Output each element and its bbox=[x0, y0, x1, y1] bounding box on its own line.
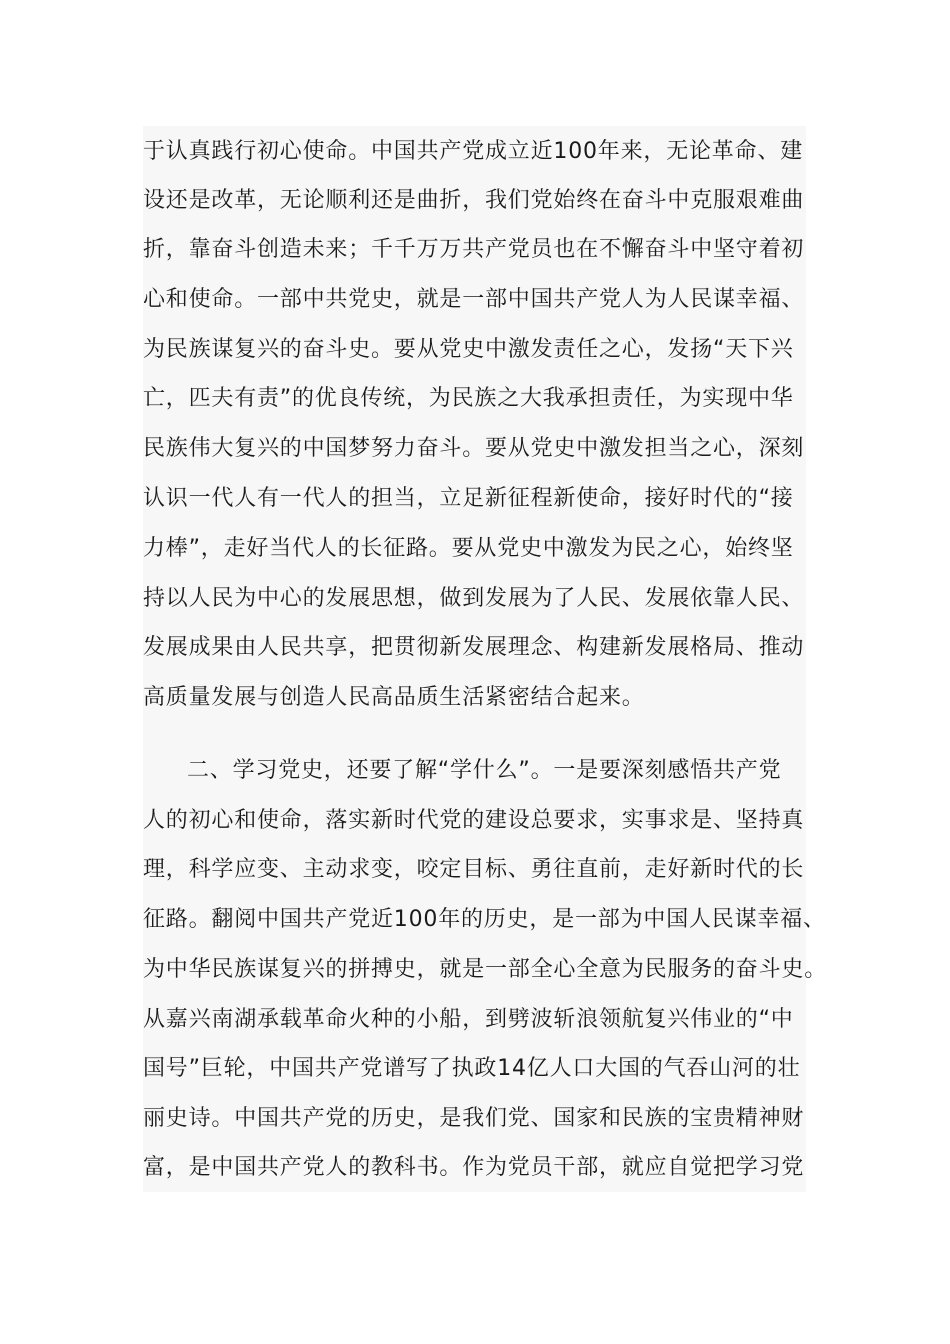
paragraph-1-line-4: 心和使命。一部中共党史，就是一部中国共产党人为人民谋幸福、 bbox=[143, 287, 805, 312]
paragraph-2-line-7: 国号”巨轮，中国共产党谱写了执政14亿人口大国的气吞山河的壮 bbox=[143, 1056, 801, 1081]
paragraph-2-line-4: 征路。翻阅中国共产党近100年的历史，是一部为中国人民谋幸福、 bbox=[143, 907, 826, 932]
paragraph-1-line-9: 力棒”，走好当代人的长征路。要从党史中激发为民之心，始终坚 bbox=[143, 536, 794, 561]
paragraph-1-line-11: 发展成果由人民共享，把贯彻新发展理念、构建新发展格局、推动 bbox=[143, 635, 805, 660]
paragraph-1-line-8: 认识一代人有一代人的担当，立足新征程新使命，接好时代的“接 bbox=[143, 486, 794, 511]
paragraph-1-line-3: 折，靠奋斗创造未来；千千万万共产党员也在不懈奋斗中坚守着初 bbox=[143, 237, 805, 262]
paragraph-1-line-5: 为民族谋复兴的奋斗史。要从党史中激发责任之心，发扬“天下兴 bbox=[143, 337, 794, 362]
paragraph-2-line-1: 二、学习党史，还要了解“学什么”。一是要深刻感悟共产党 bbox=[187, 758, 782, 783]
paragraph-1-line-6: 亡，匹夫有责”的优良传统，为民族之大我承担责任，为实现中华 bbox=[143, 386, 794, 411]
paragraph-2-line-8: 丽史诗。中国共产党的历史，是我们党、国家和民族的宝贵精神财 bbox=[143, 1106, 805, 1131]
paragraph-1-line-7: 民族伟大复兴的中国梦努力奋斗。要从党史中激发担当之心，深刻 bbox=[143, 436, 805, 461]
paragraph-2-line-6: 从嘉兴南湖承载革命火种的小船，到劈波斩浪领航复兴伟业的“中 bbox=[143, 1007, 794, 1032]
paragraph-1-line-10: 持以人民为中心的发展思想，做到发展为了人民、发展依靠人民、 bbox=[143, 586, 805, 611]
paragraph-1-line-2: 设还是改革，无论顺利还是曲折，我们党始终在奋斗中克服艰难曲 bbox=[143, 188, 805, 213]
paragraph-1-line-12: 高质量发展与创造人民高品质生活紧密结合起来。 bbox=[143, 685, 645, 710]
paragraph-2-line-2: 人的初心和使命，落实新时代党的建设总要求，实事求是、坚持真 bbox=[143, 808, 805, 833]
paragraph-2-line-9: 富，是中国共产党人的教科书。作为党员干部，就应自觉把学习党 bbox=[143, 1155, 805, 1180]
paragraph-2-line-3: 理，科学应变、主动求变，咬定目标、勇往直前，走好新时代的长 bbox=[143, 857, 805, 882]
paragraph-2-line-5: 为中华民族谋复兴的拼搏史，就是一部全心全意为民服务的奋斗史。 bbox=[143, 957, 828, 982]
paragraph-1-line-1: 于认真践行初心使命。中国共产党成立近100年来，无论革命、建 bbox=[143, 139, 803, 164]
